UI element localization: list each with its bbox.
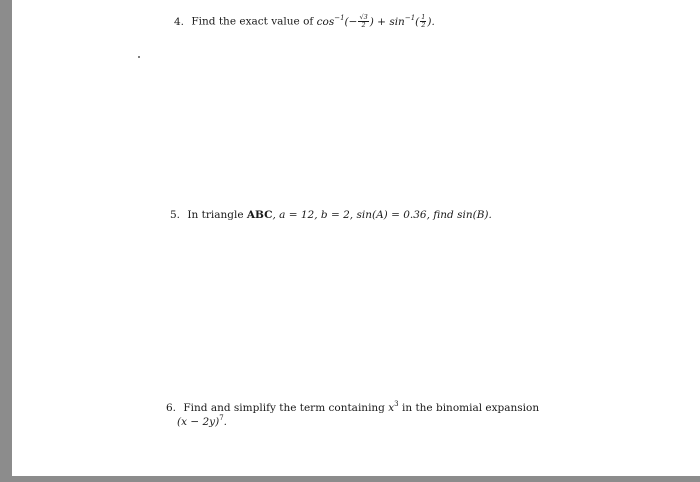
paren-open: ( <box>415 15 420 28</box>
paren-open: (− <box>344 15 358 28</box>
problem-text: Find the exact value of <box>191 15 314 28</box>
fraction-one-half <box>420 14 426 29</box>
frac-den: 2 <box>361 21 366 29</box>
problem-number: 4. <box>174 15 185 28</box>
problem-text: Find and simplify the term containing <box>183 402 385 414</box>
problem-line-2 <box>166 415 539 429</box>
inverse-exp: −1 <box>334 13 345 22</box>
paren-close-plus: ) + <box>369 15 390 28</box>
problem-text: In triangle <box>187 209 244 221</box>
left-border <box>0 0 12 482</box>
sin-fn: sin <box>389 15 405 28</box>
problem-5 <box>170 208 492 222</box>
problem-number: 5. <box>170 209 181 221</box>
exponent: 7 <box>219 414 224 422</box>
problem-givens: , a = 12, b = 2, sin(A) = 0.36, find sin(B). <box>272 209 492 221</box>
triangle-name: ABC <box>246 209 273 221</box>
cos-fn: cos <box>316 15 335 28</box>
bottom-border <box>0 476 700 482</box>
problem-number: 6. <box>166 402 177 414</box>
problem-text: in the binomial expansion <box>401 402 540 414</box>
fraction-sqrt3-over-2 <box>358 14 368 29</box>
problem-4 <box>174 14 435 29</box>
paren-close: ). <box>427 15 435 28</box>
math-expression <box>316 13 435 29</box>
variable-x: x <box>388 402 395 414</box>
frac-num: √3 <box>359 13 368 21</box>
problem-line-1 <box>166 401 539 415</box>
frac-num: 1 <box>421 13 426 21</box>
problem-6 <box>166 401 539 429</box>
binomial-expression: (x − 2y) <box>177 416 220 428</box>
frac-den: 2 <box>421 21 426 29</box>
period: . <box>223 416 228 428</box>
exponent: 3 <box>394 400 399 408</box>
scan-speck <box>138 56 140 58</box>
inverse-exp: −1 <box>404 13 416 22</box>
